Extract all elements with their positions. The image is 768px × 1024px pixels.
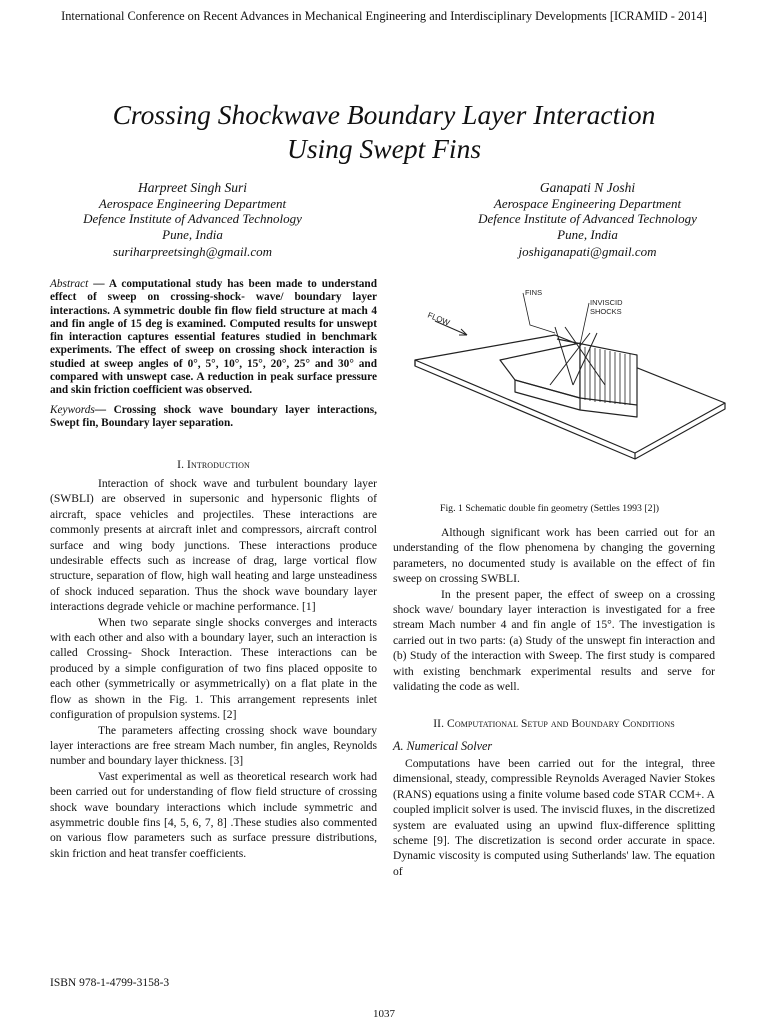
- subsection-heading-numerical-solver: A. Numerical Solver: [393, 739, 493, 753]
- intro-text: [50, 476, 377, 861]
- author-name: Harpreet Singh Suri: [138, 180, 247, 195]
- author-department: Aerospace Engineering Department: [493, 195, 682, 211]
- paper-title-line-2: Using Swept Fins: [286, 133, 482, 164]
- author-email[interactable]: suriharpreetsingh@gmail.com: [112, 244, 273, 259]
- author-city: Pune, India: [557, 226, 618, 242]
- author-name: Ganapati N Joshi: [539, 180, 636, 195]
- author-block-1: [30, 180, 355, 260]
- running-header: International Conference on Recent Advances in Mechanical Engineering and Interdisciplinary Developments [ICRAMID - 2014]: [61, 9, 707, 23]
- figure-label-inviscid: INVISCID: [590, 298, 623, 307]
- figure-label-fins: FINS: [525, 288, 543, 297]
- keywords: [50, 404, 377, 431]
- figure-caption: Fig. 1 Schematic double fin geometry (Settles 1993 [2]): [440, 503, 660, 514]
- paragraph: Computations have been carried out for the integral, three dimensional, steady, compressible Reynolds Averaged Navier Stokes (RANS) equations using a finite volume based code STAR CCM+. A coupled implicit solver is used. The inviscid fluxes, in the discretized system are evaluated using an upwind flux-difference splitting scheme [9]. The discretization is second order accurate in space. Dynamic viscosity is computed using Sutherlands' law. The equation of: [393, 757, 715, 878]
- author-block-2: [425, 180, 750, 260]
- keywords-text: — Crossing shock wave boundary layer interactions, Swept fin, Boundary layer separation.: [50, 404, 377, 430]
- paragraph: In the present paper, the effect of sweep on a crossing shock wave/ boundary layer interaction is investigated for a free stream Mach number 4 and fin angle of 15°. The investigation is carried out in two parts: (a) Study of the unswept fin interaction and (b) Study of the interaction with Sweep. The first study is compared with existing benchmark experimental results and serve for validating the code as well.: [393, 587, 715, 694]
- figure-label-shocks: SHOCKS: [590, 307, 622, 316]
- page-number: 1037: [373, 1008, 395, 1020]
- figure-label-flow: FLOW: [426, 310, 452, 328]
- abstract: [50, 278, 377, 398]
- paragraph: Although significant work has been carried out for an understanding of the flow phenomena by changing the governing parameters, no documented study is available on the effect of fin sweep on crossing SWBLI.: [393, 526, 715, 586]
- section-heading-computational-setup: II. Computational Setup and Boundary Conditions: [433, 718, 675, 730]
- author-institute: Defence Institute of Advanced Technology: [83, 211, 302, 226]
- paper-title-line-1: Crossing Shockwave Boundary Layer Interaction: [112, 99, 656, 130]
- right-column-intro-text: [393, 525, 715, 694]
- abstract-text: — A computational study has been made to understand effect of sweep on crossing-shock- wave/ boundary layer interactions. A symmetric double fin flow field structure at mach 4 and fin angle of 15 deg is examined. Computed results for unswept fin interaction captures essential features studied in benchmark experiments. The effect of sweep on crossing shock interaction is studied at sweep angles of 0°, 5°, 10°, 15°, 20°, 25° and 30° and compared with unswept case. A reduction in peak surface pressure and skin friction coefficient was observed.: [50, 278, 377, 397]
- isbn: ISBN 978-1-4799-3158-3: [50, 977, 170, 989]
- double-fin-schematic-figure: [405, 275, 735, 475]
- numerical-solver-text: [393, 756, 715, 879]
- keywords-lead: Keywords: [50, 404, 95, 416]
- author-city: Pune, India: [162, 226, 223, 242]
- paragraph: The parameters affecting crossing shock wave boundary layer interactions are free stream Mach number, fin angles, Reynolds number and boundary layer thickness. [3]: [50, 723, 377, 768]
- author-department: Aerospace Engineering Department: [98, 195, 287, 211]
- abstract-lead: Abstract: [50, 278, 89, 290]
- author-institute: Defence Institute of Advanced Technology: [478, 211, 697, 226]
- author-email[interactable]: joshiganapati@gmail.com: [518, 244, 657, 259]
- section-heading-introduction: I. Introduction: [177, 459, 250, 471]
- paragraph: Vast experimental as well as theoretical research work had been carried out for understanding of flow field structure of crossing shock wave boundary interactions which include symmetric and asymmetric double fins [4, 5, 6, 7, 8] .These studies also commented on various flow parameters such as surface pressure distributions, skin friction and heat transfer coefficients.: [50, 769, 377, 860]
- paragraph: Interaction of shock wave and turbulent boundary layer (SWBLI) are observed in supersonic and hypersonic flights of aircraft, space vehicles and projectiles. These interactions are commonly presents at aircraft inlet and compressors, aircraft control surface and wing body junctions. These interactions produce undesirable effects such as increase of drag, large vortical flow structure, separation of flow, high wall heating and large unsteadiness of shock induced separation. Thus the shock wave boundary layer interactions degrade vehicle or machine performance. [1]: [50, 477, 377, 614]
- paragraph: When two separate single shocks converges and interacts with each other and also with a boundary layer, such an interaction is called Crossing- Shock Interaction. These interactions can be produced by a simple configuration of two fins placed opposite to each other (symmetrically or asymmetrically) on a flat plate in the flow as shown in the Fig. 1. This arrangement represents inlet configuration of propulsion systems. [2]: [50, 615, 377, 722]
